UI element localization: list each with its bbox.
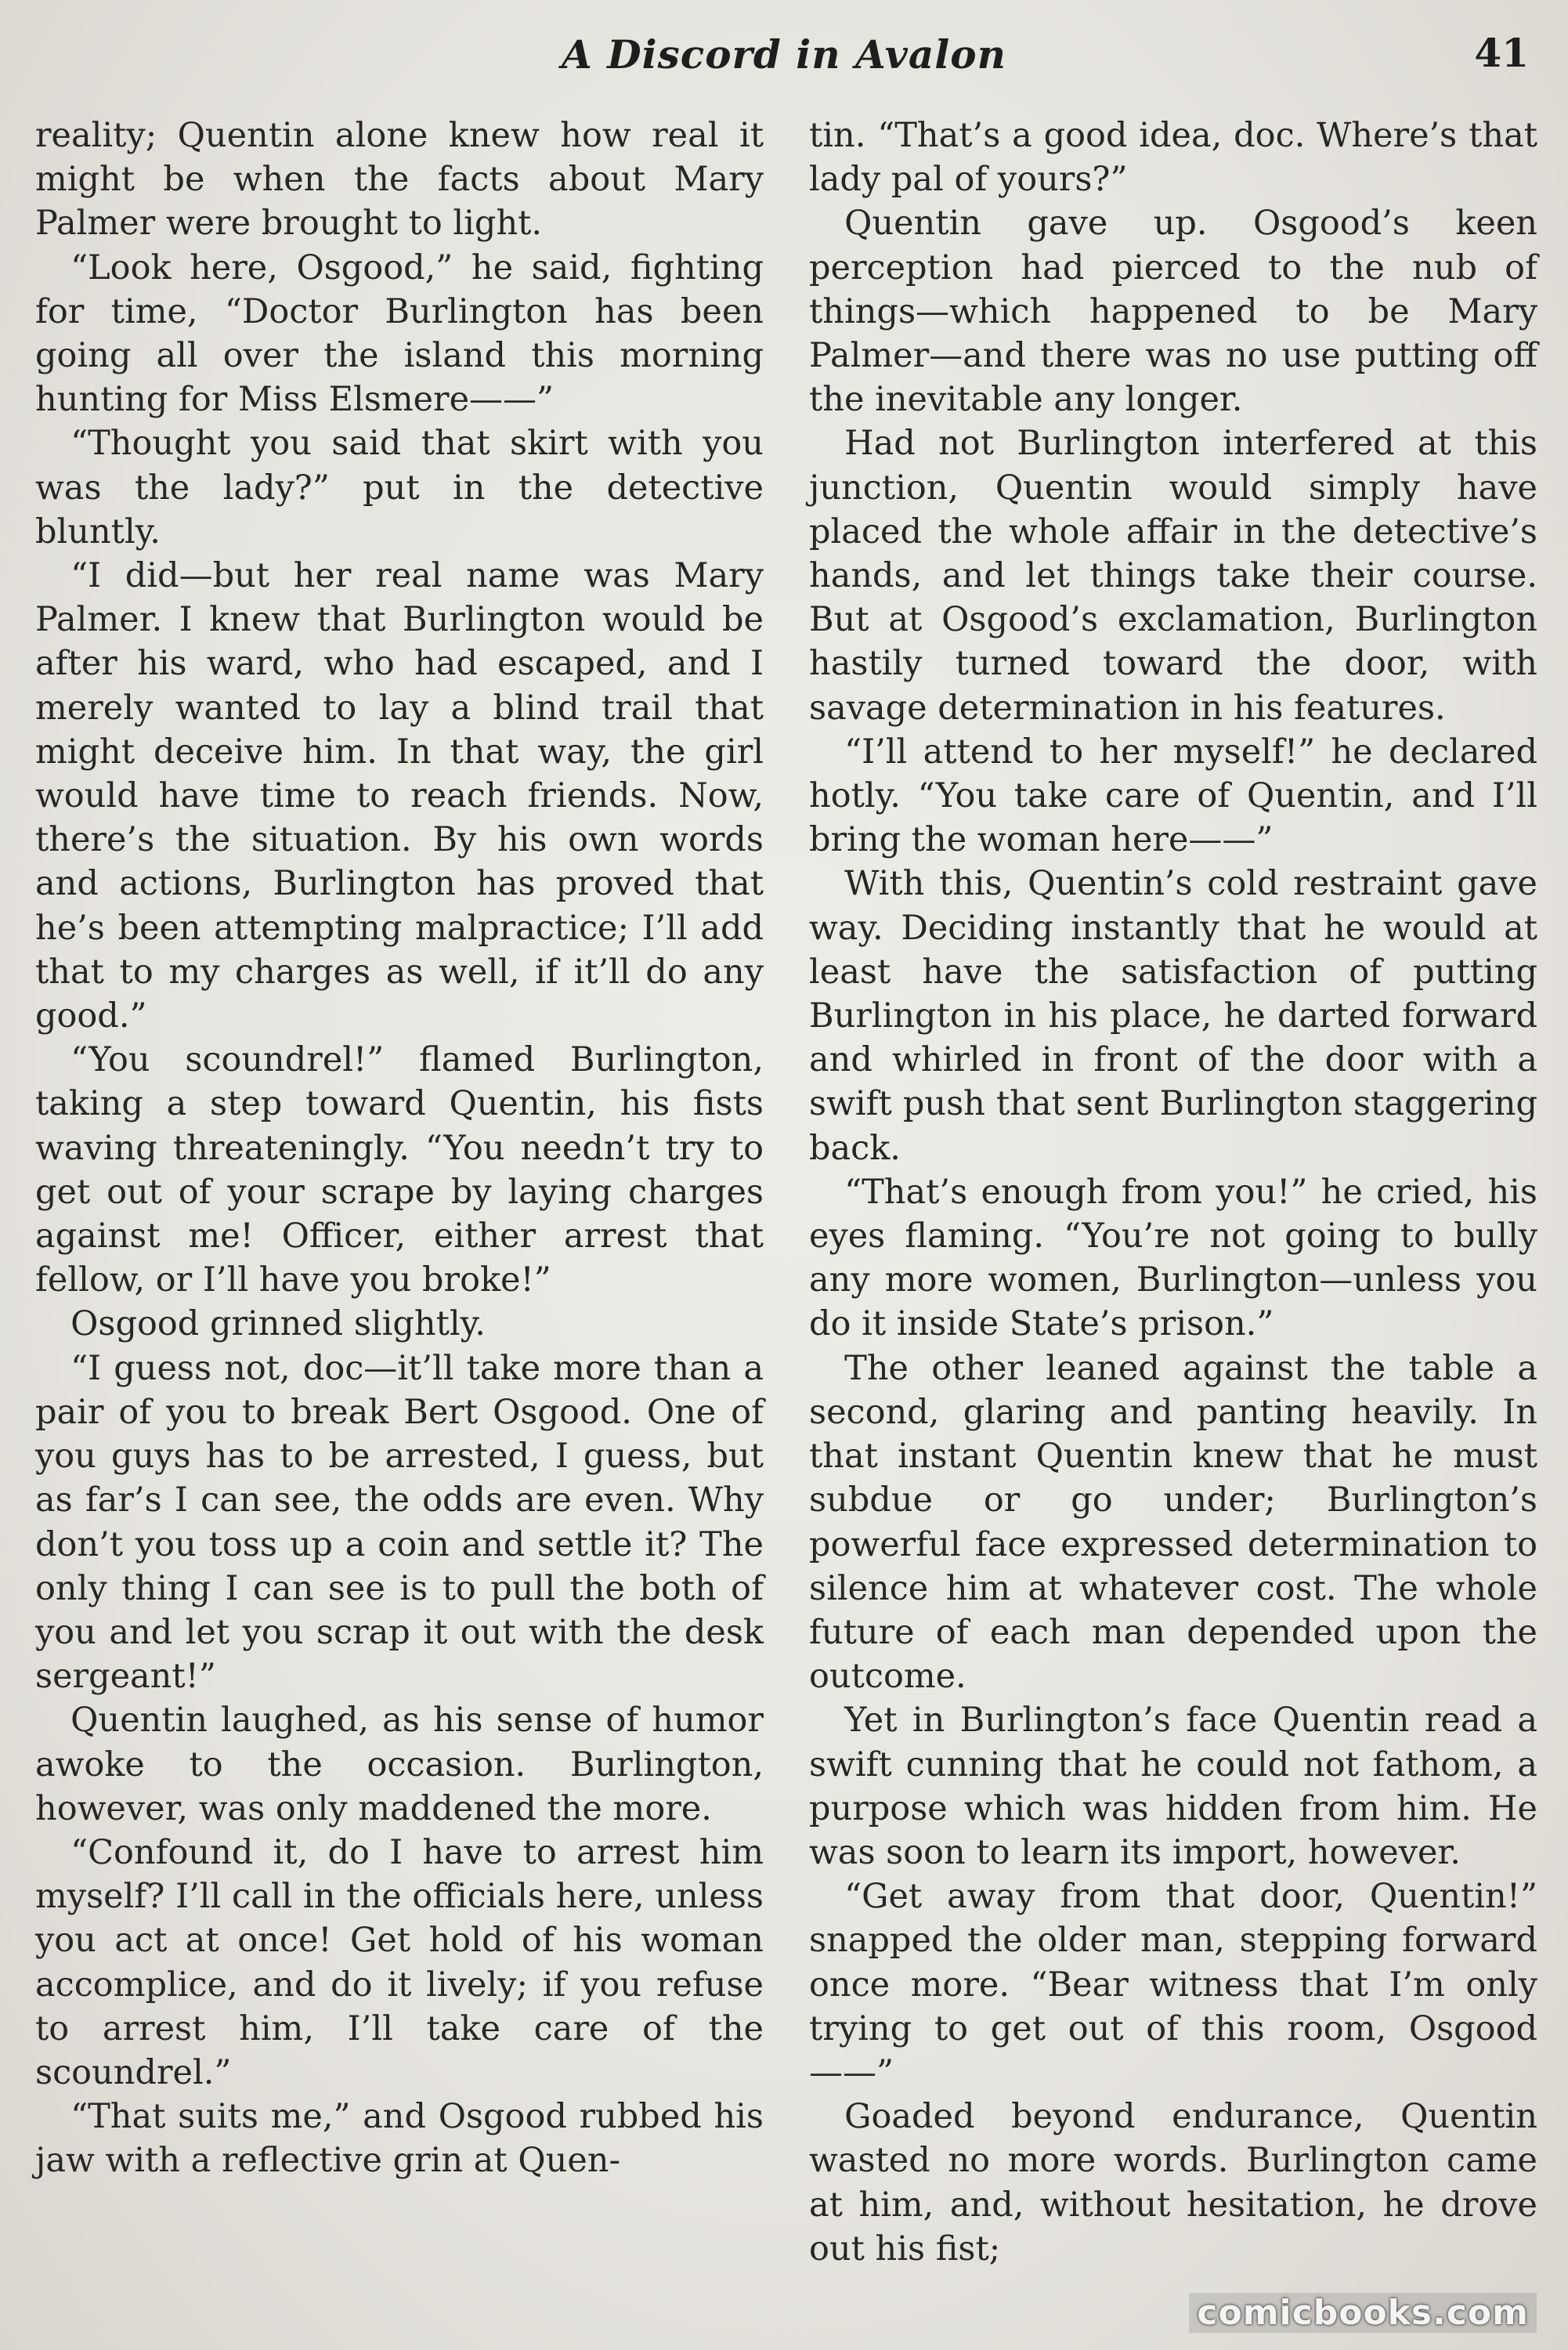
paragraph: “Thought you said that skirt with you was the lady?” put in the detective bluntly. xyxy=(35,424,764,551)
paragraph: “I guess not, doc—it’ll take more than a pair of you to break Bert Osgood. One of you guys has to be arrested, I guess, but as far’s I can see, the odds are even. Why don’t you toss up a coin and settle it? The only thing I can see is to pull the both of you and let you scrap it out with the desk sergeant!” xyxy=(35,1348,764,1697)
paragraph: The other leaned against the table a second, glaring and panting heavily. In that instant Quentin knew that he must subdue or go under; Burlington’s powerful face expressed determination to silence him at whatever cost. The whole future of each man depended upon the outcome. xyxy=(809,1348,1537,1697)
watermark: comicbooks.com xyxy=(1189,2293,1537,2333)
paragraph: Quentin laughed, as his sense of humor awoke to the occasion. Burlington, however, was only maddened the more. xyxy=(35,1701,764,1828)
paragraph: “That’s enough from you!” he cried, his eyes flaming. “You’re not going to bully any more women, Burlington—unless you do it inside State’s prison.” xyxy=(809,1172,1537,1344)
paragraph: “I’ll attend to her myself!” he declared hotly. “You take care of Quentin, and I’ll bring the woman here——” xyxy=(809,732,1537,860)
text-column-left xyxy=(35,114,764,2183)
paragraph: Yet in Burlington’s face Quentin read a swift cunning that he could not fathom, a purpose which was hidden from him. He was soon to learn its import, however. xyxy=(809,1701,1537,1872)
paragraph: “I did—but her real name was Mary Palmer. I knew that Burlington would be after his ward, who had escaped, and I merely wanted to lay a blind trail that might deceive him. In that way, the girl would have time to reach friends. Now, there’s the situation. By his own words and actions, Burlington has proved that he’s been attempting malpractice; I’ll add that to my charges as well, if it’ll do any good.” xyxy=(35,556,764,1036)
paragraph: “Get away from that door, Quentin!” snapped the older man, stepping forward once more. “Bear witness that I’m only trying to get out of this room, Osgood——” xyxy=(809,1877,1537,2092)
paragraph: reality; Quentin alone knew how real it might be when the facts about Mary Palmer were brought to light. xyxy=(35,116,764,244)
text-column-right xyxy=(809,114,1537,2271)
paragraph: Had not Burlington interfered at this junction, Quentin would simply have placed the whole affair in the detective’s hands, and let things take their course. But at Osgood’s exclamation, Burlington hastily turned toward the door, with savage determination in his features. xyxy=(809,424,1537,728)
running-title: A Discord in Avalon xyxy=(562,31,1006,78)
paragraph: With this, Quentin’s cold restraint gave way. Deciding instantly that he would at least have the satisfaction of putting Burlington in his place, he darted forward and whirled in front of the door with a swift push that sent Burlington staggering back. xyxy=(809,864,1537,1168)
paragraph: “That suits me,” and Osgood rubbed his jaw with a reflective grin at Quen- xyxy=(35,2097,764,2181)
paragraph: “Confound it, do I have to arrest him myself? I’ll call in the officials here, unless you act at once! Get hold of his woman accomplice, and do it lively; if you refuse to arrest him, I’ll take care of the scoundrel.” xyxy=(35,1832,764,2092)
paragraph: Osgood grinned slightly. xyxy=(70,1304,486,1344)
paragraph: Quentin gave up. Osgood’s keen perception had pierced to the nub of things—which happened to be Mary Palmer—and there was no use putting off the inevitable any longer. xyxy=(809,204,1537,420)
paragraph: “Look here, Osgood,” he said, fighting for time, “Doctor Burlington has been going all over the island this morning hunting for Miss Elsmere——” xyxy=(35,248,764,420)
page-header xyxy=(0,24,1568,94)
paragraph: “You scoundrel!” flamed Burlington, taking a step toward Quentin, his fists waving threateningly. “You needn’t try to get out of your scrape by laying charges against me! Officer, either arrest that fellow, or I’ll have you broke!” xyxy=(35,1040,764,1300)
paragraph: Goaded beyond endurance, Quentin wasted no more words. Burlington came at him, and, without hesitation, he drove out his fist; xyxy=(809,2097,1537,2269)
page-number: 41 xyxy=(1474,30,1529,76)
paragraph: tin. “That’s a good idea, doc. Where’s that lady pal of yours?” xyxy=(809,116,1537,200)
